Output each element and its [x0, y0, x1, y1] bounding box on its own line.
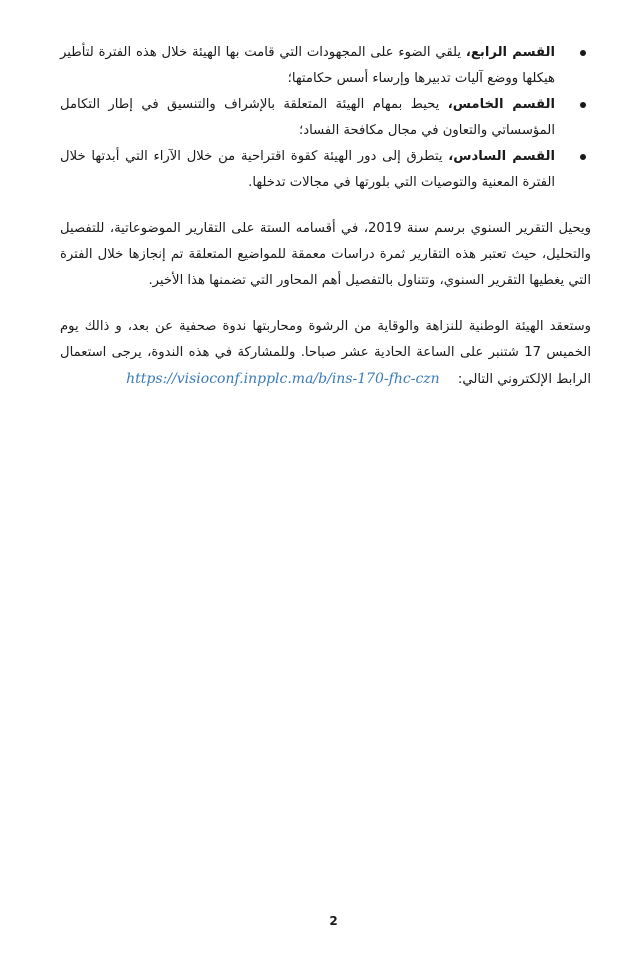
list-item-section-6 — [60, 144, 591, 196]
press-conference-paragraph — [60, 314, 591, 393]
bullet-icon — [580, 50, 586, 56]
bullet-icon — [580, 102, 586, 108]
section-title: القسم الرابع، — [465, 45, 555, 60]
report-paragraph: ويحيل التقرير السنوي برسم سنة 2019، في أقسامه الستة على التقارير الموضوعاتية، للتفصيل والتحليل، حيث تعتبر هذه التقارير ثمرة دراسات معمقة للمواضيع المتعلقة تم إنجازها خلال الفترة التي يغطيها التقرير السنوي، وتتناول بالتفصيل أهم المحاور التي تضمنها هذا الأخير. — [60, 221, 591, 288]
list-item-section-4 — [60, 40, 591, 92]
section-title: القسم السادس، — [448, 149, 555, 164]
section-title: القسم الخامس، — [447, 97, 556, 112]
bullet-icon — [580, 154, 586, 160]
conference-link[interactable]: https://visioconf.inpplc.ma/b/ins-170-fhc-czn — [126, 371, 440, 387]
section-text: يحيط بمهام الهيئة المتعلقة بالإشراف والتنسيق في إطار التكامل المؤسساتي والتعاون في مجال مكافحة الفساد؛ — [60, 97, 555, 138]
section-text: يلقي الضوء على المجهودات التي قامت بها الهيئة خلال هذه الفترة لتأطير هيكلها ووضع آليات تدبيرها وإرساء أسس حكامتها؛ — [60, 45, 555, 86]
page-number: 2 — [329, 914, 338, 928]
press-conference-text: وستعقد الهيئة الوطنية للنزاهة والوقاية من الرشوة ومحاربتها ندوة صحفية عن بعد، و ذالك يوم الخميس 17 شتنبر على الساعة الحادية عشر صباحا. وللمشاركة في هذه الندوة، يرجى استعمال الرابط الإلكتروني التالي: — [60, 319, 591, 387]
sections-list — [60, 40, 591, 196]
section-text: يتطرق إلى دور الهيئة كقوة اقتراحية من خلال الآراء التي أبدتها خلال الفترة المعنية والتوصيات التي بلورتها في مجالات تدخلها. — [60, 149, 555, 190]
page-content — [60, 40, 591, 393]
list-item-section-5 — [60, 92, 591, 144]
